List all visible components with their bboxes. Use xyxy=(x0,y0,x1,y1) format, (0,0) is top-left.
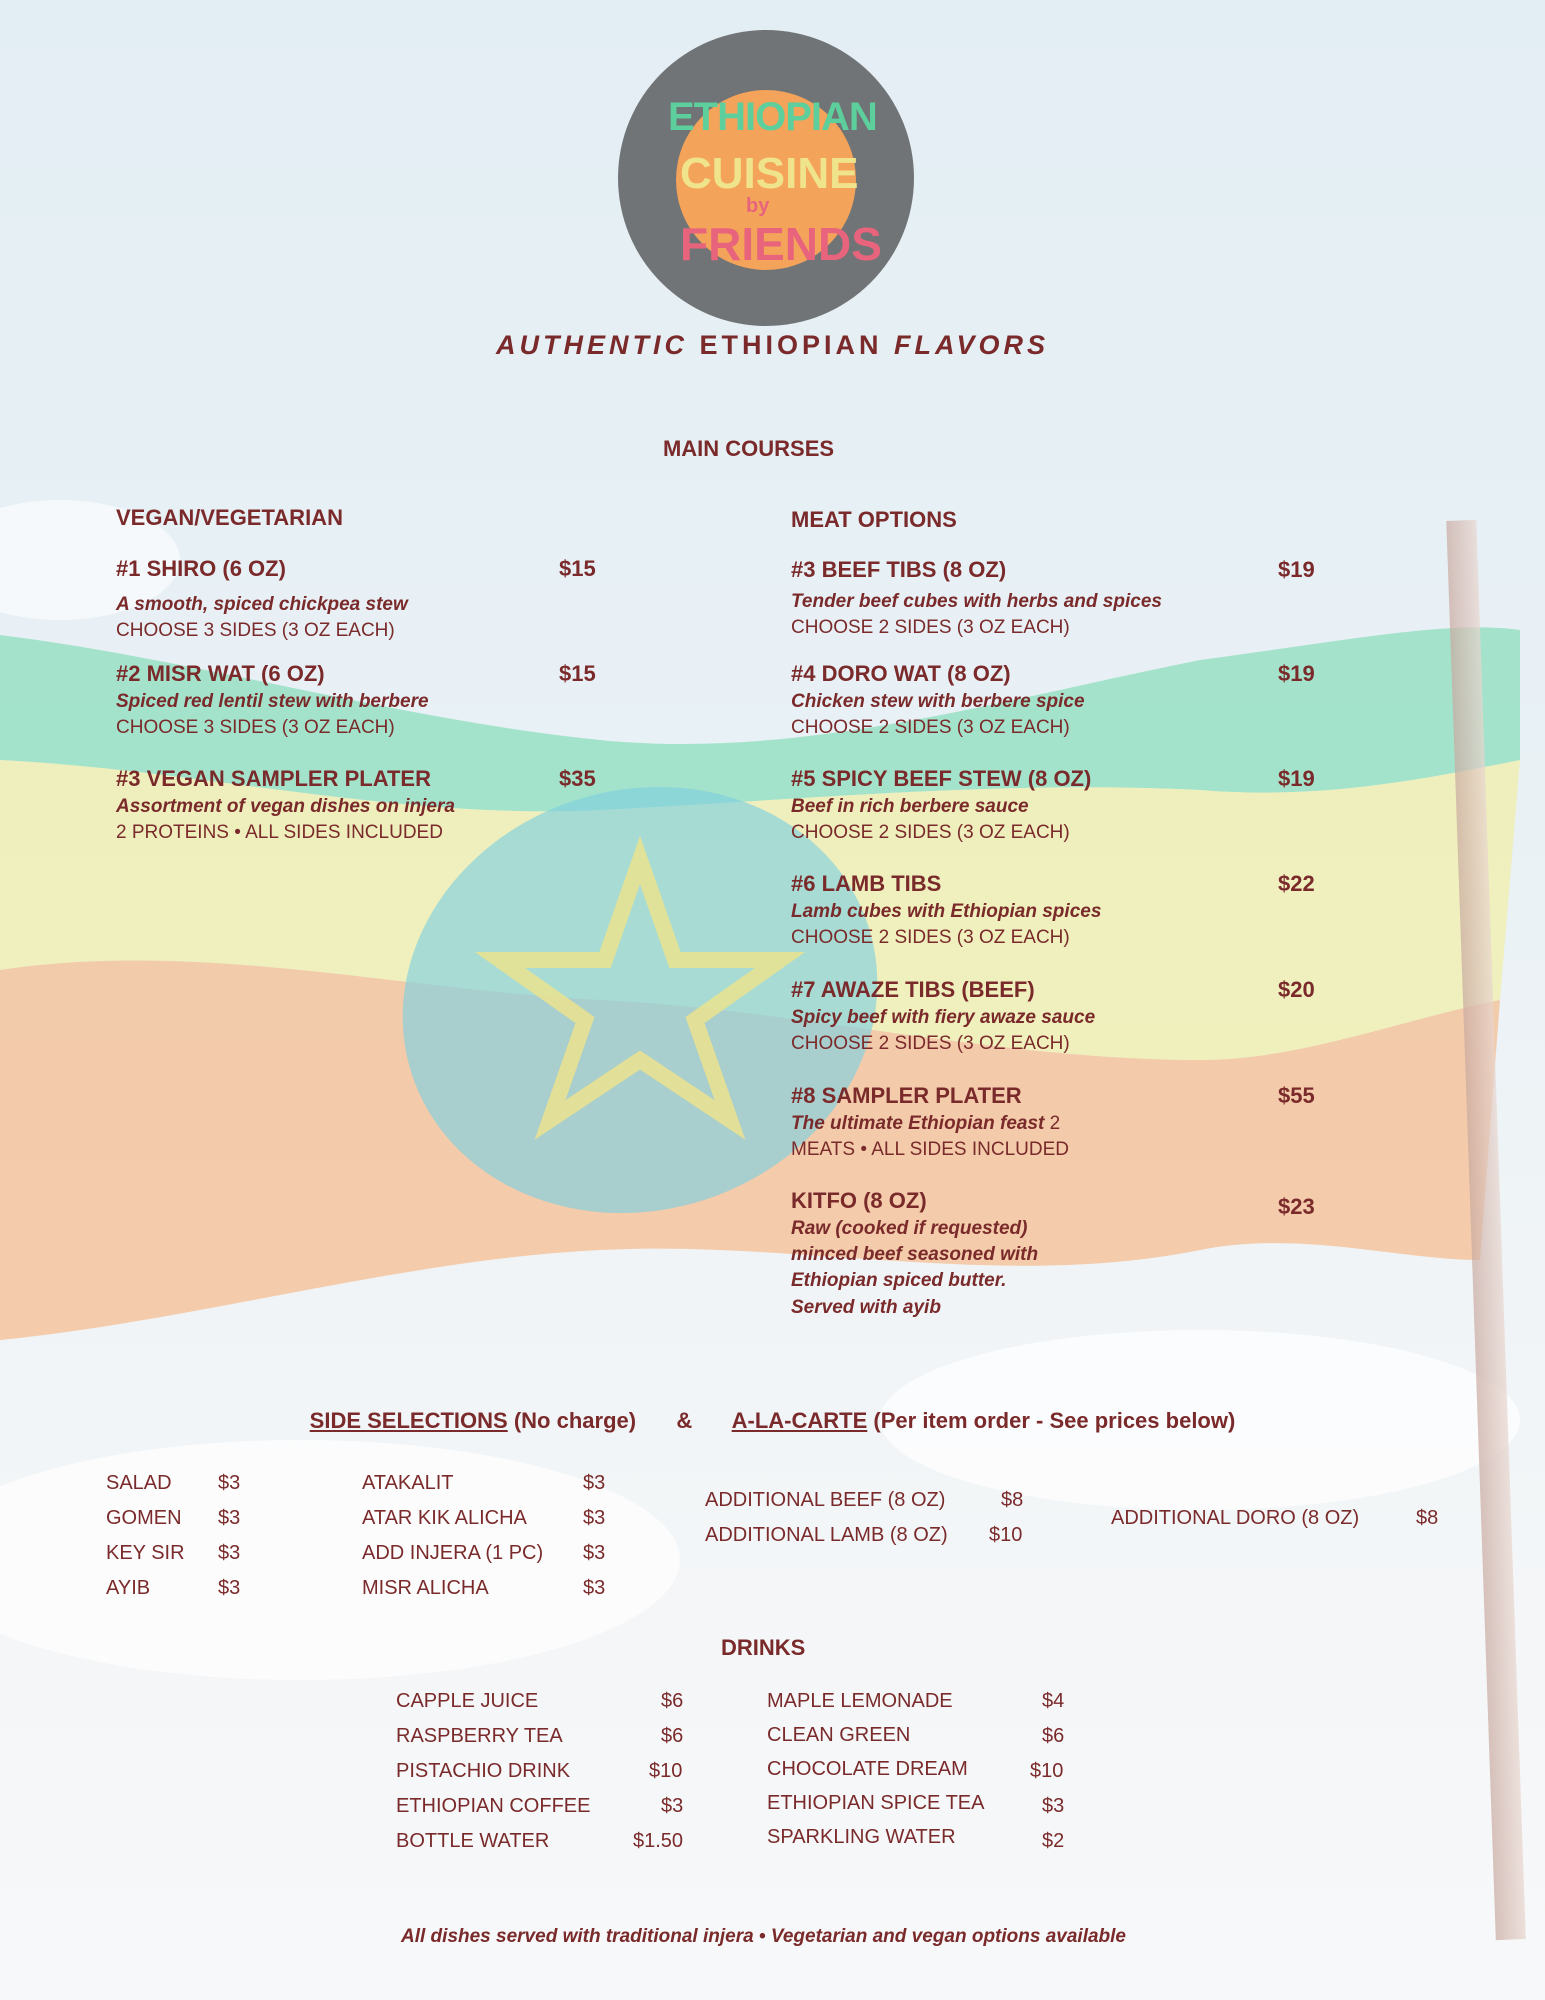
side-item-price: $3 xyxy=(583,1507,606,1529)
side-item-name: ATAKALIT xyxy=(362,1472,454,1494)
menu-item-description: Lamb cubes with Ethiopian spices xyxy=(791,901,1102,922)
side-item-name: KEY SIR xyxy=(106,1542,185,1564)
menu-item-name: #4 DORO WAT (8 OZ) xyxy=(791,661,1011,686)
ampersand: & xyxy=(676,1408,693,1433)
menu-item-sides-note: CHOOSE 2 SIDES (3 OZ EACH) xyxy=(791,927,1070,948)
menu-item-price: $19 xyxy=(1278,766,1315,791)
drink-name: CLEAN GREEN xyxy=(767,1724,911,1746)
menu-item-name: #7 AWAZE TIBS (BEEF) xyxy=(791,977,1035,1002)
side-item-name: ATAR KIK ALICHA xyxy=(362,1507,527,1529)
menu-item-description: The ultimate Ethiopian feast xyxy=(791,1113,1045,1134)
menu-item-name: #6 LAMB TIBS xyxy=(791,871,942,896)
menu-item-description: Chicken stew with berbere spice xyxy=(791,691,1085,712)
drink-name: CHOCOLATE DREAM xyxy=(767,1758,968,1780)
side-item-name: AYIB xyxy=(106,1577,151,1599)
menu-item-sides-note: CHOOSE 3 SIDES (3 OZ EACH) xyxy=(116,620,395,641)
menu-item-description: Served with ayib xyxy=(791,1297,941,1318)
alacarte-item-price: $8 xyxy=(1416,1507,1439,1529)
svg-text:CUISINE: CUISINE xyxy=(680,149,859,198)
drink-name: SPARKLING WATER xyxy=(767,1826,956,1848)
menu-item-price: $20 xyxy=(1278,977,1315,1002)
menu-item-price: $15 xyxy=(559,661,596,686)
menu-item-name: KITFO (8 OZ) xyxy=(791,1188,927,1213)
drink-name: RASPBERRY TEA xyxy=(396,1725,563,1747)
restaurant-logo xyxy=(618,30,914,326)
alacarte-item-name: ADDITIONAL DORO (8 OZ) xyxy=(1111,1507,1360,1529)
drink-price: $6 xyxy=(661,1690,684,1712)
menu-item-sides-note: CHOOSE 2 SIDES (3 OZ EACH) xyxy=(791,717,1070,738)
side-item-price: $3 xyxy=(583,1472,606,1494)
drink-name: MAPLE LEMONADE xyxy=(767,1690,953,1712)
drink-name: BOTTLE WATER xyxy=(396,1830,550,1852)
menu-item-description: A smooth, spiced chickpea stew xyxy=(116,594,408,615)
menu-item-sides-note: CHOOSE 2 SIDES (3 OZ EACH) xyxy=(791,1033,1070,1054)
tagline-part-flavors: FLAVORS xyxy=(894,330,1050,360)
side-item-price: $3 xyxy=(583,1542,606,1564)
menu-item-name: #3 VEGAN SAMPLER PLATER xyxy=(116,766,431,791)
alacarte-item-price: $8 xyxy=(1001,1489,1024,1511)
menu-item-description-line xyxy=(791,1113,1060,1135)
svg-text:FRIENDS: FRIENDS xyxy=(680,218,882,270)
drink-price: $4 xyxy=(1042,1690,1065,1712)
menu-item-description-tail: 2 xyxy=(1044,1113,1061,1134)
tagline-part-ethiopian: ETHIOPIAN xyxy=(699,330,883,360)
side-selections-note: (No charge) xyxy=(507,1408,637,1433)
side-item-name: GOMEN xyxy=(106,1507,182,1529)
drink-name: ETHIOPIAN SPICE TEA xyxy=(767,1792,985,1814)
drink-price: $3 xyxy=(661,1795,684,1817)
side-item-price: $3 xyxy=(218,1577,241,1599)
footer-note: All dishes served with traditional injera • Vegetarian and vegan options available xyxy=(401,1926,1126,1947)
tagline xyxy=(0,330,1545,361)
menu-item-name: #1 SHIRO (6 OZ) xyxy=(116,556,286,581)
drink-price: $1.50 xyxy=(633,1830,684,1852)
side-item-price: $3 xyxy=(583,1577,606,1599)
menu-item-description: Assortment of vegan dishes on injera xyxy=(116,796,455,817)
menu-item-price: $19 xyxy=(1278,557,1315,582)
menu-item-name: #5 SPICY BEEF STEW (8 OZ) xyxy=(791,766,1092,791)
menu-item-sides-note: 2 PROTEINS • ALL SIDES INCLUDED xyxy=(116,822,443,843)
menu-item-sides-note: CHOOSE 2 SIDES (3 OZ EACH) xyxy=(791,822,1070,843)
menu-item-sides-note: MEATS • ALL SIDES INCLUDED xyxy=(791,1139,1070,1160)
drink-price: $6 xyxy=(661,1725,684,1747)
menu-item-price: $15 xyxy=(559,556,596,581)
meat-section-title: MEAT OPTIONS xyxy=(791,507,957,532)
alacarte-note: (Per item order - See prices below) xyxy=(867,1408,1236,1433)
drink-price: $6 xyxy=(1042,1725,1065,1747)
drink-price: $10 xyxy=(649,1760,683,1782)
side-item-price: $3 xyxy=(218,1542,241,1564)
alacarte-item-name: ADDITIONAL BEEF (8 OZ) xyxy=(705,1489,946,1511)
menu-item-description: Spicy beef with fiery awaze sauce xyxy=(791,1007,1096,1028)
sides-header xyxy=(0,1408,1545,1434)
drinks-title: DRINKS xyxy=(721,1635,806,1660)
main-courses-title: MAIN COURSES xyxy=(662,436,835,461)
alacarte-label: A-LA-CARTE xyxy=(731,1408,868,1433)
side-item-price: $3 xyxy=(218,1472,241,1494)
menu-item-price: $35 xyxy=(559,766,596,791)
menu-item-name: #3 BEEF TIBS (8 OZ) xyxy=(791,557,1007,582)
menu-item-price: $22 xyxy=(1278,871,1315,896)
drink-price: $3 xyxy=(1042,1795,1065,1817)
menu-item-description: Raw (cooked if requested) xyxy=(791,1218,1028,1239)
drink-name: PISTACHIO DRINK xyxy=(396,1760,571,1782)
menu-item-sides-note: CHOOSE 3 SIDES (3 OZ EACH) xyxy=(116,717,395,738)
drink-name: ETHIOPIAN COFFEE xyxy=(396,1795,591,1817)
menu-item-description: Tender beef cubes with herbs and spices xyxy=(791,591,1162,612)
menu-item-price: $19 xyxy=(1278,661,1315,686)
menu-item-sides-note: CHOOSE 2 SIDES (3 OZ EACH) xyxy=(791,617,1070,638)
menu-item-price: $23 xyxy=(1278,1194,1315,1219)
menu-item-name: #2 MISR WAT (6 OZ) xyxy=(116,661,325,686)
alacarte-item-name: ADDITIONAL LAMB (8 OZ) xyxy=(705,1524,948,1546)
side-item-name: MISR ALICHA xyxy=(362,1577,489,1599)
drink-name: CAPPLE JUICE xyxy=(396,1690,539,1712)
drink-price: $10 xyxy=(1030,1760,1064,1782)
side-item-name: SALAD xyxy=(106,1472,172,1494)
menu-item-description: Spiced red lentil stew with berbere xyxy=(116,691,429,712)
side-item-price: $3 xyxy=(218,1507,241,1529)
svg-text:ETHIOPIAN: ETHIOPIAN xyxy=(668,95,877,139)
menu-item-price: $55 xyxy=(1278,1083,1315,1108)
menu-item-description: Beef in rich berbere sauce xyxy=(791,796,1029,817)
tagline-part-authentic: AUTHENTIC xyxy=(495,330,688,360)
side-item-name: ADD INJERA (1 PC) xyxy=(362,1542,544,1564)
menu-item-description: Ethiopian spiced butter. xyxy=(791,1270,1007,1291)
side-selections-label: SIDE SELECTIONS xyxy=(309,1408,508,1433)
svg-text:by: by xyxy=(746,195,770,217)
menu-item-description: minced beef seasoned with xyxy=(791,1244,1039,1265)
vegan-section-title: VEGAN/VEGETARIAN xyxy=(116,505,343,530)
alacarte-item-price: $10 xyxy=(989,1524,1023,1546)
menu-item-name: #8 SAMPLER PLATER xyxy=(791,1083,1022,1108)
drink-price: $2 xyxy=(1042,1830,1065,1852)
